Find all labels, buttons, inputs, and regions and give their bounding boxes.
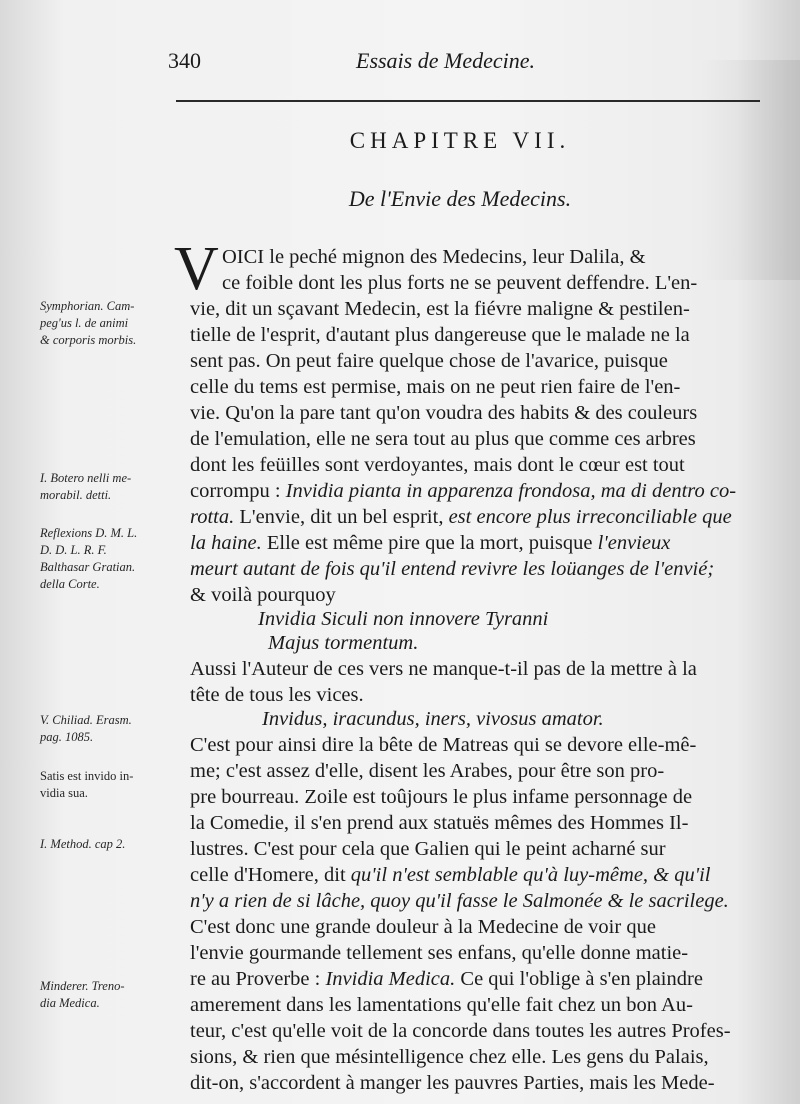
body-line: lustres. C'est pour cela que Galien qui le peint acharné sur xyxy=(190,838,666,860)
verse-line: Majus tormentum. xyxy=(268,632,419,654)
body-line: dit-on, s'accordent à manger les pauvres Parties, mais les Mede- xyxy=(190,1072,715,1094)
margin-note xyxy=(40,470,180,504)
body-line: sent pas. On peut faire quelque chose de l'avarice, puisque xyxy=(190,350,668,372)
running-head xyxy=(168,48,768,80)
quote-segment: la haine. xyxy=(190,532,262,554)
margin-note xyxy=(40,298,180,349)
line-segment: corrompu : xyxy=(190,480,286,502)
line-segment: re au Proverbe : xyxy=(190,968,326,990)
body-line xyxy=(190,504,732,530)
margin-note-line: I. Botero nelli me- xyxy=(40,471,132,485)
margin-note-line: & corporis morbis. xyxy=(40,333,137,347)
body-line: n'y a rien de si lâche, quoy qu'il fasse le Salmonée & le sacrilege. xyxy=(190,890,729,912)
margin-note-line: pag. 1085. xyxy=(40,730,94,744)
margin-note-line: della Corte. xyxy=(40,577,100,591)
quote-segment: l'envieux xyxy=(597,532,671,554)
margin-note-line: peg'us l. de animi xyxy=(40,316,129,330)
verse-line: Invidus, iracundus, iners, vivosus amator. xyxy=(262,708,604,730)
body-line: ce foible dont les plus forts ne se peuvent deffendre. L'en- xyxy=(222,272,698,294)
margin-note-line: V. Chiliad. Erasm. xyxy=(40,713,132,727)
running-title: Essais de Medecine. xyxy=(356,48,535,73)
body-line xyxy=(190,530,670,556)
header-rule xyxy=(176,100,760,102)
margin-note-line: Balthasar Gratian. xyxy=(40,560,136,574)
quote-segment: est encore plus irreconciliable que xyxy=(448,506,732,528)
body-line: tielle de l'esprit, d'autant plus dangereuse que le malade ne la xyxy=(190,324,690,346)
body-line xyxy=(190,862,711,888)
margin-note xyxy=(40,836,180,853)
margin-note xyxy=(40,712,180,746)
italian-quote: rotta. xyxy=(190,506,235,528)
margin-note xyxy=(40,525,180,593)
verse-line: Invidia Siculi non innovere Tyranni xyxy=(258,608,549,630)
margin-note xyxy=(40,768,180,802)
margin-note-line: vidia sua. xyxy=(40,786,88,800)
italian-quote: Invidia pianta in apparenza frondosa, ma di dentro co- xyxy=(285,480,737,502)
body-line: amerement dans les lamentations qu'elle fait chez un bon Au- xyxy=(190,994,693,1016)
body-line: meurt autant de fois qu'il entend revivre les loüanges de l'envié; xyxy=(190,558,715,580)
body-line xyxy=(190,478,736,504)
quote-segment: qu'il n'est semblable qu'à luy-même, & qu'il xyxy=(350,864,711,886)
body-line: & voilà pourquoy xyxy=(190,584,336,606)
margin-note-line: I. Method. cap 2. xyxy=(40,837,126,851)
body-line: sions, & rien que mésintelligence chez elle. Les gens du Palais, xyxy=(190,1046,709,1068)
body-line: OICI le peché mignon des Medecins, leur Dalila, & xyxy=(222,246,646,268)
line-segment: L'envie, dit un bel esprit, xyxy=(234,506,449,528)
body-line: tête de tous les vices. xyxy=(190,684,364,706)
margin-note xyxy=(40,978,180,1012)
margin-note-line: D. D. L. R. F. xyxy=(40,543,107,557)
margin-note-line: Symphorian. Cam- xyxy=(40,299,135,313)
margin-note-line: dia Medica. xyxy=(40,996,100,1010)
proverb: Invidia Medica. xyxy=(325,968,456,990)
margin-note-line: morabil. detti. xyxy=(40,488,112,502)
body-line: vie, dit un sçavant Medecin, est la fiévre maligne & pestilen- xyxy=(190,298,690,320)
body-line: Aussi l'Auteur de ces vers ne manque-t-il pas de la mettre à la xyxy=(190,658,697,680)
line-segment: celle d'Homere, dit xyxy=(190,864,351,886)
margin-note-line: Satis est invido in- xyxy=(40,769,134,783)
body-line: me; c'est assez d'elle, disent les Arabes, pour être son pro- xyxy=(190,760,665,782)
line-segment: Elle est même pire que la mort, puisque xyxy=(261,532,598,554)
body-line: l'envie gourmande tellement ses enfans, qu'elle donne matie- xyxy=(190,942,689,964)
body-line: C'est pour ainsi dire la bête de Matreas qui se devore elle-mê- xyxy=(190,734,697,756)
chapter-title: CHAPITRE VII. xyxy=(349,128,571,153)
margin-note-line: Minderer. Treno- xyxy=(40,979,125,993)
body-line: pre bourreau. Zoile est toûjours le plus infame personnage de xyxy=(190,786,693,808)
body-line: C'est donc une grande douleur à la Medecine de voir que xyxy=(190,916,656,938)
line-segment: Ce qui l'oblige à s'en plaindre xyxy=(455,968,703,990)
drop-cap: V xyxy=(174,235,219,303)
body-line: celle du tems est permise, mais on ne peut rien faire de l'en- xyxy=(190,376,681,398)
show-through-bleed xyxy=(700,60,800,280)
body-line xyxy=(190,966,703,992)
body-line: la Comedie, il s'en prend aux statuës mêmes des Hommes Il- xyxy=(190,812,689,834)
page-number: 340 xyxy=(168,48,201,73)
body-line: dont les feüilles sont verdoyantes, mais dont le cœur est tout xyxy=(190,454,685,476)
body-line: vie. Qu'on la pare tant qu'on voudra des habits & des couleurs xyxy=(190,402,698,424)
body-line: teur, c'est qu'elle voit de la concorde dans toutes les autres Profes- xyxy=(190,1020,731,1042)
body-line: de l'emulation, elle ne sera tout au plus que comme ces arbres xyxy=(190,428,696,450)
margin-note-line: Reflexions D. M. L. xyxy=(40,526,138,540)
chapter-subtitle: De l'Envie des Medecins. xyxy=(348,186,572,211)
